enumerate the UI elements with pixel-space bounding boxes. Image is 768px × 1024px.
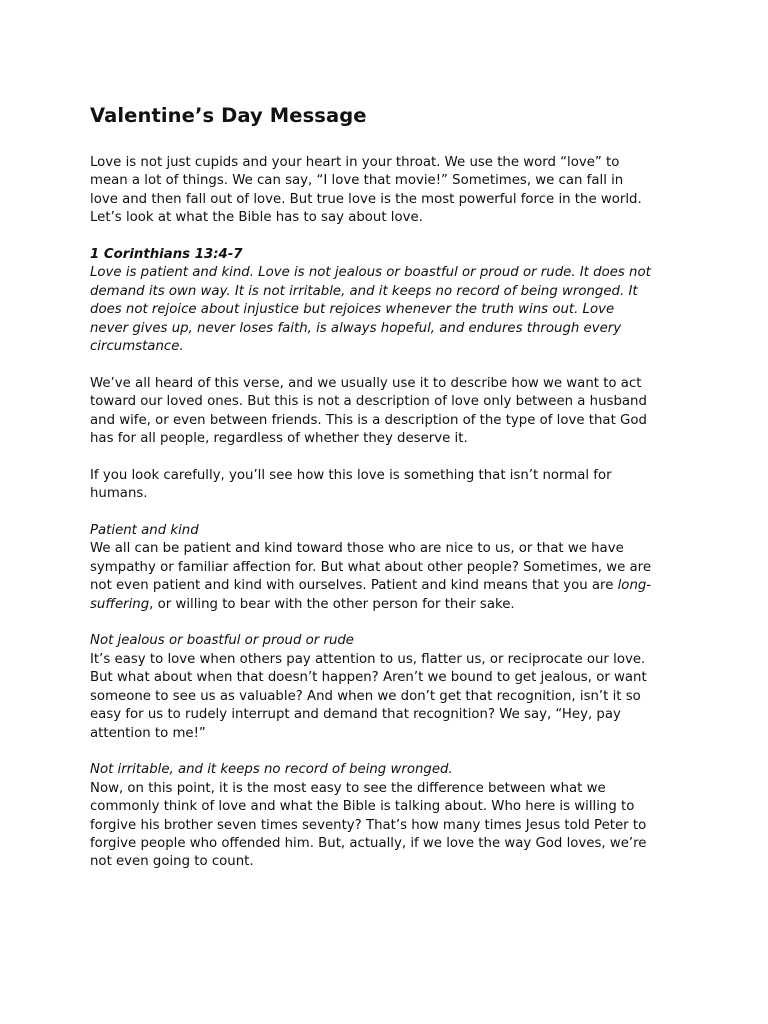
text-line: We’ve all heard of this verse, and we usually use it to describe how we want to act [90,375,642,391]
scripture-reference: 1 Corinthians 13:4-7 [90,247,243,263]
text-line: not even going to count. [90,854,254,870]
scripture-line: does not rejoice about injustice but rejoices whenever the truth wins out. Love [90,302,615,318]
intro-paragraph [90,154,680,228]
text-segment: , or willing to bear with the other person for their sake. [149,596,515,612]
text-line: attention to me!” [90,725,206,741]
emphasis-text: long- [617,578,652,594]
scripture-line: circumstance. [90,339,184,355]
text-line: forgive people who offended him. But, actually, if we love the way God loves, we’re [90,835,647,851]
scripture-line: never gives up, never loses faith, is always hopeful, and endures through every [90,320,622,336]
text-line: forgive his brother seven times seventy? That’s how many times Jesus told Peter to [90,817,647,833]
text-line: easy for us to rudely interrupt and demand that recognition? We say, “Hey, pay [90,707,621,723]
text-line: If you look carefully, you’ll see how this love is something that isn’t normal for [90,467,612,483]
text-line: sympathy or familiar affection for. But what about other people? Sometimes, we are [90,559,652,575]
text-segment: not even patient and kind with ourselves. Patient and kind means that you are [90,578,618,594]
text-line: humans. [90,486,148,502]
jealous-section [90,632,680,742]
text-line: someone to see us as valuable? And when we don’t get that recognition, isn’t it so [90,688,641,704]
text-line: Love is not just cupids and your heart in your throat. We use the word “love” to [90,155,620,170]
section-heading: Patient and kind [90,523,199,539]
document-title: Valentine’s Day Message [90,104,367,127]
verse-explanation-paragraph [90,375,680,449]
irritable-section [90,761,680,871]
text-line [90,577,680,595]
text-line: toward our loved ones. But this is not a description of love only between a husband [90,394,647,410]
emphasis-text: suffering [90,596,150,612]
text-line: It’s easy to love when others pay attention to us, flatter us, or reciprocate our love. [90,651,646,667]
text-line: We all can be patient and kind toward those who are nice to us, or that we have [90,541,624,557]
text-line: commonly think of love and what the Bible is talking about. Who here is willing to [90,799,635,815]
section-heading: Not jealous or boastful or proud or rude [90,633,354,649]
text-line [90,596,680,614]
section-heading: Not irritable, and it keeps no record of being wronged. [90,762,453,778]
text-line: mean a lot of things. We can say, “I love that movie!” Sometimes, we can fall in [90,173,624,189]
patient-kind-section [90,522,680,614]
document-page [90,103,680,872]
scripture-paragraph [90,246,680,356]
text-line: Now, on this point, it is the most easy to see the difference between what we [90,780,606,796]
look-carefully-paragraph [90,467,680,504]
text-line: But what about when that doesn’t happen? Aren’t we bound to get jealous, or want [90,670,647,686]
scripture-line: Love is patient and kind. Love is not jealous or boastful or proud or rude. It does not [90,265,651,281]
text-line: Let’s look at what the Bible has to say about love. [90,210,423,226]
scripture-line: demand its own way. It is not irritable, and it keeps no record of being wronged. It [90,283,638,299]
text-line: has for all people, regardless of whether they deserve it. [90,431,468,447]
text-line: and wife, or even between friends. This is a description of the type of love that God [90,412,647,428]
text-line: love and then fall out of love. But true love is the most powerful force in the world. [90,191,642,207]
